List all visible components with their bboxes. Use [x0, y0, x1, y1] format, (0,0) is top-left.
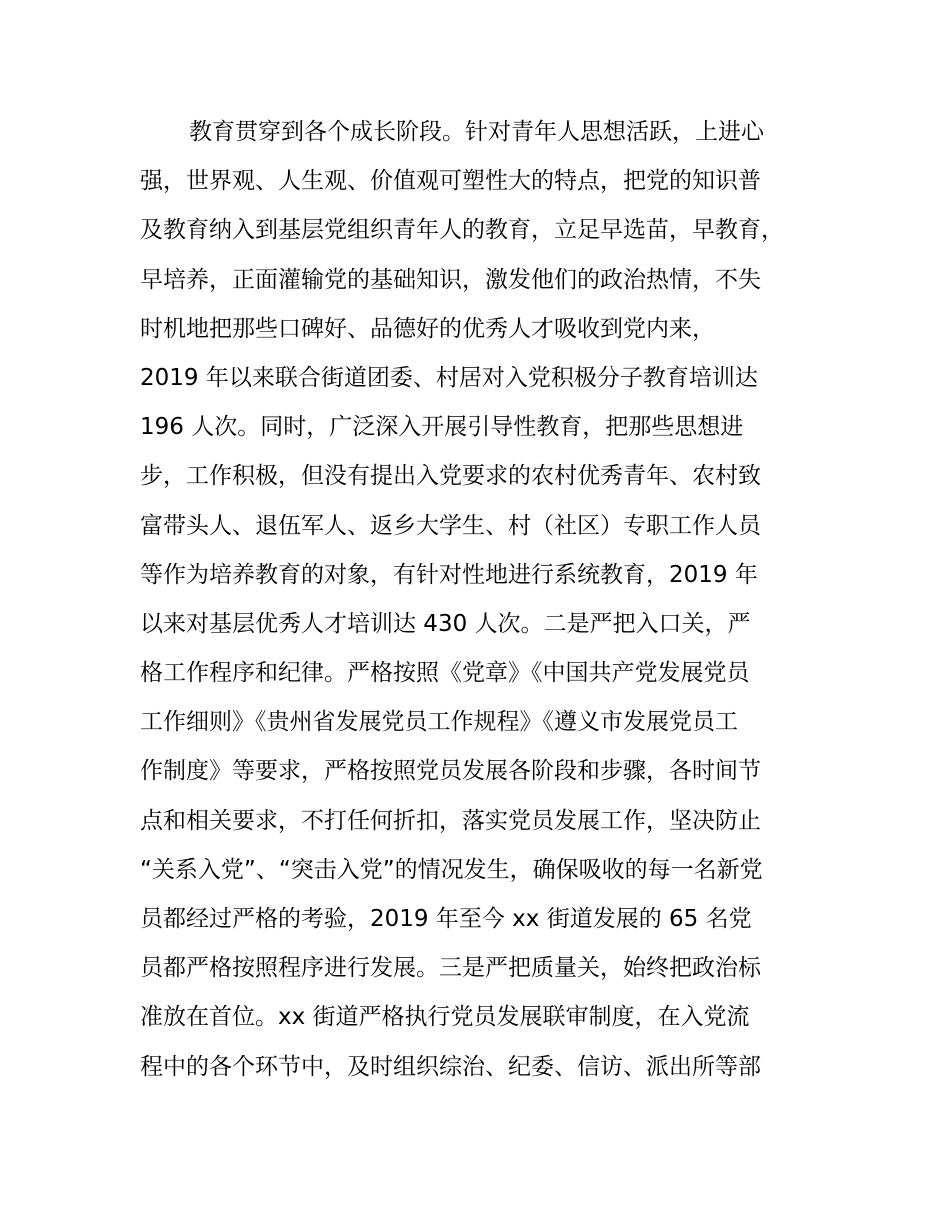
paragraph-line: 强，世界观、人生观、价值观可塑性大的特点，把党的知识普 [140, 168, 761, 195]
paragraph-line: 早培养，正面灌输党的基础知识，激发他们的政治热情，不失 [140, 266, 761, 293]
paragraph-line: 工作细则》《贵州省发展党员工作规程》《遵义市发展党员工 [140, 709, 738, 736]
paragraph-line: 时机地把那些口碑好、品德好的优秀人才吸收到党内来， [140, 315, 715, 342]
paragraph-line: 作制度》等要求，严格按照党员发展各阶段和步骤，各时间节 [140, 758, 761, 785]
paragraph-line: 步，工作积极，但没有提出入党要求的农村优秀青年、农村致 [140, 463, 761, 490]
paragraph-line: 以来对基层优秀人才培训达 430 人次。二是严把入口关，严 [140, 610, 751, 637]
paragraph-line: 及教育纳入到基层党组织青年人的教育，立足早选苗，早教育， [140, 217, 784, 244]
paragraph-line: 准放在首位。xx 街道严格执行党员发展联审制度，在入党流 [140, 1004, 750, 1031]
paragraph-line: 富带头人、退伍军人、返乡大学生、村（社区）专职工作人员 [140, 512, 761, 539]
paragraph-line: 等作为培养教育的对象，有针对性地进行系统教育，2019 年 [140, 561, 758, 588]
paragraph-line: “关系入党”、“突击入党”的情况发生，确保吸收的每一名新党 [140, 856, 763, 883]
body-paragraph [140, 108, 840, 1092]
paragraph-line: 点和相关要求，不打任何折扣，落实党员发展工作，坚决防止 [140, 807, 761, 834]
paragraph-line: 2019 年以来联合街道团委、村居对入党积极分子教育培训达 [140, 364, 758, 391]
paragraph-line: 196 人次。同时，广泛深入开展引导性教育，把那些思想进 [140, 414, 744, 441]
paragraph-line: 员都经过严格的考验，2019 年至今 xx 街道发展的 65 名党 [140, 906, 752, 932]
paragraph-line: 程中的各个环节中，及时组织综治、纪委、信访、派出所等部 [140, 1053, 761, 1080]
paragraph-line: 格工作程序和纪律。严格按照《党章》《中国共产党发展党员 [140, 660, 750, 687]
paragraph-line: 教育贯穿到各个成长阶段。针对青年人思想活跃，上进心 [189, 119, 764, 145]
paragraph-line: 员都严格按照程序进行发展。三是严把质量关，始终把政治标 [140, 955, 761, 982]
